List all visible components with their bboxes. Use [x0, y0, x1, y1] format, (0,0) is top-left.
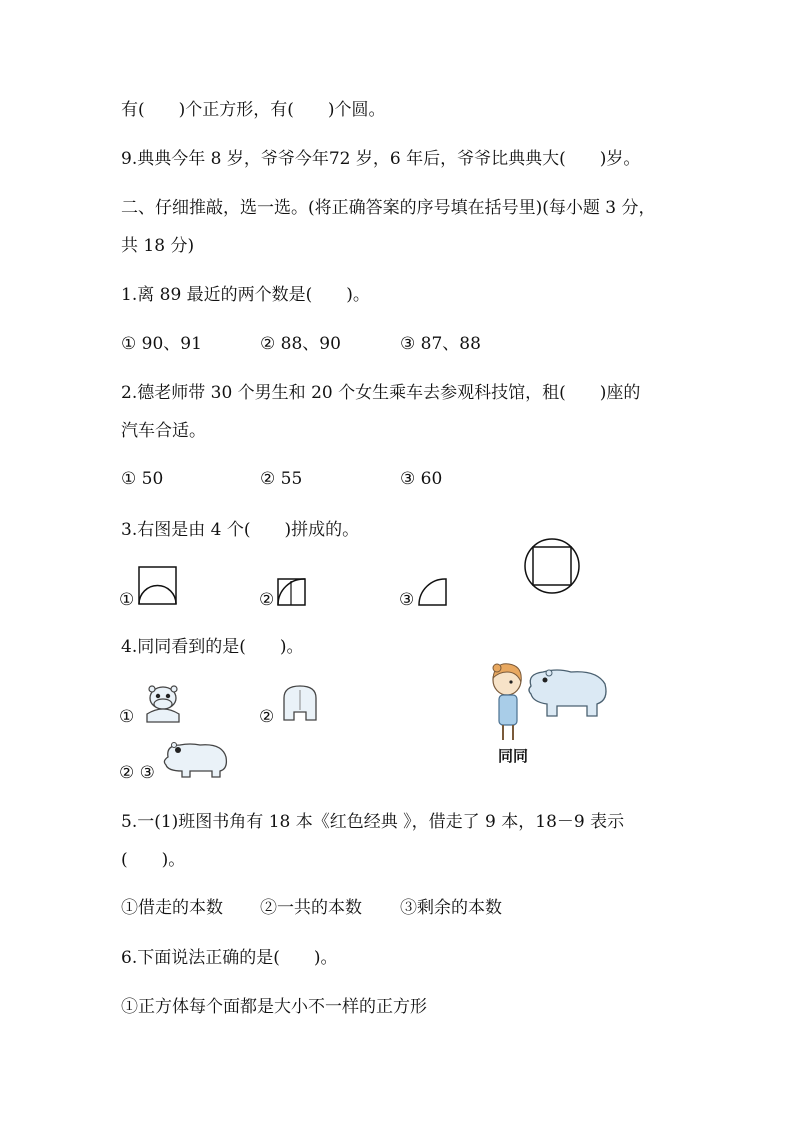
hippo-front-view-icon	[141, 684, 185, 724]
q5-option-2: ②一共的本数	[260, 898, 362, 918]
hippo-back-view-icon	[280, 684, 320, 724]
figure-caption: 同同	[498, 747, 529, 765]
q4-option-3-label: ② ③	[119, 763, 155, 783]
girl-and-hippo-scene	[487, 660, 617, 744]
q1-option-3: ③ 87、88	[400, 334, 481, 354]
q6-option-1: ①正方体每个面都是大小不一样的正方形	[121, 997, 427, 1017]
q1-option-1: ① 90、91	[121, 334, 202, 354]
square-in-circle-figure	[523, 537, 581, 595]
q3-option-3-label: ③	[399, 590, 415, 610]
quarter-circle-in-square-icon	[277, 578, 307, 606]
question-9: 9.典典今年 8 岁，爷爷今年72 岁，6 年后，爷爷比典典大( )岁。	[121, 149, 641, 169]
q2-option-1: ① 50	[121, 469, 164, 489]
question-4: 4.同同看到的是( )。	[121, 637, 304, 657]
q5-option-3: ③剩余的本数	[400, 898, 502, 918]
q2-option-2: ② 55	[260, 469, 303, 489]
question-3: 3.右图是由 4 个( )拼成的。	[121, 520, 360, 540]
question-2: 2.德老师带 30 个男生和 20 个女生乘车去参观科技馆，租( )座的	[121, 383, 641, 403]
q1-option-2: ② 88、90	[260, 334, 341, 354]
q5-option-1: ①借走的本数	[121, 898, 223, 918]
section-2-heading-cont: 共 18 分)	[121, 236, 195, 256]
question-5-cont: ( )。	[121, 850, 186, 870]
semicircle-in-square-icon	[138, 566, 178, 606]
q2-option-3: ③ 60	[400, 469, 443, 489]
q3-option-2-label: ②	[259, 590, 275, 610]
text-line-shapes-count: 有( )个正方形，有( )个圆。	[121, 100, 386, 120]
q4-option-1-label: ①	[119, 707, 135, 727]
q4-option-2-label: ②	[259, 707, 275, 727]
quarter-circle-icon	[418, 578, 448, 606]
hippo-side-view-icon	[160, 739, 232, 779]
question-2-cont: 汽车合适。	[121, 421, 206, 441]
question-5: 5.一(1)班图书角有 18 本《红色经典 》，借走了 9 本，18－9 表示	[121, 812, 625, 832]
question-6: 6.下面说法正确的是( )。	[121, 948, 338, 968]
question-1: 1.离 89 最近的两个数是( )。	[121, 285, 370, 305]
section-2-heading: 二、仔细推敲，选一选。(将正确答案的序号填在括号里)(每小题 3 分，	[121, 198, 656, 218]
q3-option-1-label: ①	[119, 590, 135, 610]
